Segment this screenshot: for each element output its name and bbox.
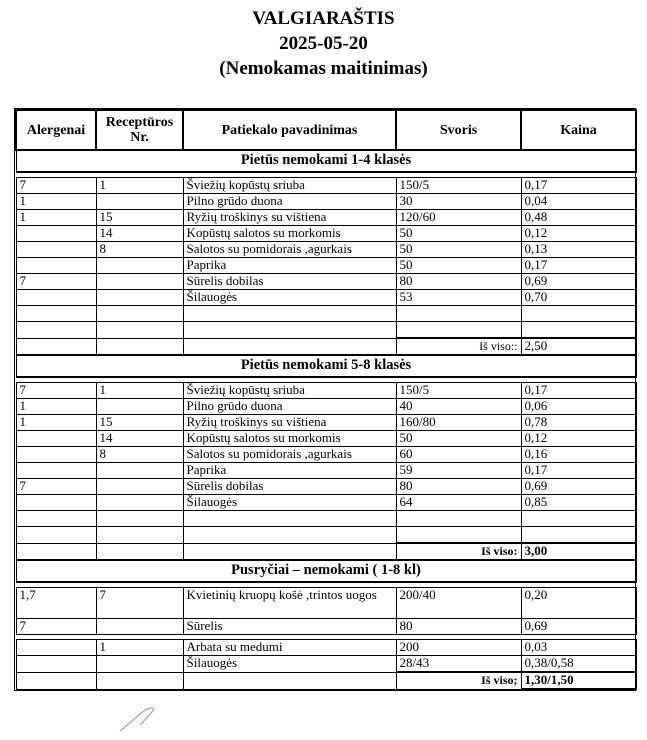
allergen-cell: 1 <box>16 210 96 226</box>
dish-cell: Kopūstų salotos su morkomis <box>183 226 396 242</box>
allergen-cell <box>16 640 96 656</box>
empty-row <box>16 322 636 339</box>
table-row <box>16 383 636 399</box>
dish-cell: Kvietinių kruopų košė ,trintos uogos <box>183 588 396 619</box>
allergen-cell <box>16 258 96 274</box>
price-cell: 0,17 <box>521 383 636 399</box>
price-cell: 0,06 <box>521 399 636 415</box>
recipe-cell: 14 <box>96 226 183 242</box>
table-row <box>16 210 636 226</box>
weight-cell: 150/5 <box>396 383 521 399</box>
dish-cell: Pilno grūdo duona <box>183 399 396 415</box>
price-cell: 0,38/0,58 <box>521 656 636 673</box>
price-cell: 0,48 <box>521 210 636 226</box>
column-header-dish: Patiekalo pavadinimas <box>183 110 396 150</box>
price-cell: 0,17 <box>521 178 636 194</box>
total-label: Iš viso: <box>396 543 521 560</box>
recipe-cell <box>96 479 183 495</box>
price-cell: 0,04 <box>521 194 636 210</box>
dish-cell: Salotos su pomidorais ,agurkais <box>183 447 396 463</box>
table-row <box>16 242 636 258</box>
signature-mark <box>118 705 166 733</box>
table-row <box>16 619 636 635</box>
allergen-cell <box>16 431 96 447</box>
table-row <box>16 415 636 431</box>
table-row <box>16 463 636 479</box>
weight-cell: 50 <box>396 242 521 258</box>
dish-cell: Šilauogės <box>183 656 396 673</box>
recipe-cell <box>96 274 183 290</box>
table-row <box>16 194 636 210</box>
table-row <box>16 431 636 447</box>
recipe-cell <box>96 656 183 673</box>
weight-cell: 160/80 <box>396 415 521 431</box>
weight-cell: 80 <box>396 479 521 495</box>
weight-cell: 28/43 <box>396 656 521 673</box>
table-row <box>16 274 636 290</box>
dish-cell: Šviežių kopūstų sriuba <box>183 383 396 399</box>
price-cell: 0,85 <box>521 495 636 511</box>
dish-cell: Sūrelis dobilas <box>183 274 396 290</box>
recipe-cell <box>96 258 183 274</box>
total-row <box>16 672 636 689</box>
allergen-cell: 1 <box>16 399 96 415</box>
column-header-recipe: Receptūros Nr. <box>96 110 183 150</box>
price-cell: 0,20 <box>521 588 636 619</box>
price-cell: 0,16 <box>521 447 636 463</box>
allergen-cell <box>16 447 96 463</box>
recipe-cell: 14 <box>96 431 183 447</box>
menu-table-frame <box>14 108 636 691</box>
weight-cell: 200/40 <box>396 588 521 619</box>
allergen-cell <box>16 495 96 511</box>
table-row <box>16 447 636 463</box>
document-title: VALGIARAŠTIS <box>252 8 395 29</box>
table-row <box>16 479 636 495</box>
dish-cell: Šilauogės <box>183 495 396 511</box>
table-row <box>16 178 636 194</box>
weight-cell: 50 <box>396 226 521 242</box>
allergen-cell: 7 <box>16 619 96 635</box>
allergen-cell <box>16 290 96 306</box>
dish-cell: Šilauogės <box>183 290 396 306</box>
total-label: Iš viso; <box>396 672 521 689</box>
dish-cell: Arbata su medumi <box>183 640 396 656</box>
document-date: 2025-05-20 <box>279 33 368 54</box>
allergen-cell: 7 <box>16 383 96 399</box>
dish-cell: Salotos su pomidorais ,agurkais <box>183 242 396 258</box>
allergen-cell: 7 <box>16 178 96 194</box>
dish-cell: Šviežių kopūstų sriuba <box>183 178 396 194</box>
menu-table <box>15 109 637 690</box>
table-row <box>16 290 636 306</box>
dish-cell: Paprika <box>183 463 396 479</box>
price-cell: 0,17 <box>521 463 636 479</box>
dish-cell: Sūrelis dobilas <box>183 479 396 495</box>
weight-cell: 120/60 <box>396 210 521 226</box>
table-row <box>16 495 636 511</box>
dish-cell: Paprika <box>183 258 396 274</box>
table-row <box>16 640 636 656</box>
dish-cell: Ryžių troškinys su vištiena <box>183 210 396 226</box>
total-value: 3,00 <box>521 543 636 560</box>
dish-cell: Kopūstų salotos su morkomis <box>183 431 396 447</box>
document-header <box>0 6 647 81</box>
table-row <box>16 258 636 274</box>
dish-cell: Sūrelis <box>183 619 396 635</box>
weight-cell: 40 <box>396 399 521 415</box>
price-cell: 0,03 <box>521 640 636 656</box>
dish-cell: Ryžių troškinys su vištiena <box>183 415 396 431</box>
recipe-cell <box>96 495 183 511</box>
price-cell: 0,70 <box>521 290 636 306</box>
total-value: 1,30/1,50 <box>521 672 636 689</box>
recipe-cell: 8 <box>96 447 183 463</box>
weight-cell: 80 <box>396 619 521 635</box>
price-cell: 0,69 <box>521 479 636 495</box>
column-header-weight: Svoris <box>396 110 521 150</box>
weight-cell: 80 <box>396 274 521 290</box>
price-cell: 0,78 <box>521 415 636 431</box>
price-cell: 0,12 <box>521 226 636 242</box>
recipe-cell <box>96 194 183 210</box>
section-title: Pietūs nemokami 1-4 klasės <box>16 150 636 172</box>
weight-cell: 150/5 <box>396 178 521 194</box>
table-row <box>16 226 636 242</box>
price-cell: 0,69 <box>521 619 636 635</box>
allergen-cell: 7 <box>16 274 96 290</box>
allergen-cell: 1 <box>16 415 96 431</box>
price-cell: 0,69 <box>521 274 636 290</box>
recipe-cell: 8 <box>96 242 183 258</box>
weight-cell: 30 <box>396 194 521 210</box>
table-row <box>16 399 636 415</box>
weight-cell: 60 <box>396 447 521 463</box>
weight-cell: 53 <box>396 290 521 306</box>
recipe-cell <box>96 463 183 479</box>
allergen-cell <box>16 226 96 242</box>
recipe-cell: 7 <box>96 588 183 619</box>
column-header-allergens: Alergenai <box>16 110 96 150</box>
allergen-cell <box>16 463 96 479</box>
weight-cell: 200 <box>396 640 521 656</box>
price-cell: 0,12 <box>521 431 636 447</box>
total-label: Iš viso:: <box>396 338 521 355</box>
weight-cell: 64 <box>396 495 521 511</box>
section-title: Pietūs nemokami 5-8 klasės <box>16 355 636 377</box>
empty-row <box>16 306 636 322</box>
recipe-cell: 15 <box>96 415 183 431</box>
empty-row <box>16 511 636 527</box>
recipe-cell: 1 <box>96 640 183 656</box>
weight-cell: 59 <box>396 463 521 479</box>
weight-cell: 50 <box>396 258 521 274</box>
allergen-cell <box>16 656 96 673</box>
allergen-cell: 7 <box>16 479 96 495</box>
allergen-cell: 1,7 <box>16 588 96 619</box>
recipe-cell <box>96 399 183 415</box>
recipe-cell: 15 <box>96 210 183 226</box>
table-header-row <box>16 110 636 150</box>
section-title-row <box>16 150 636 172</box>
recipe-cell <box>96 619 183 635</box>
recipe-cell: 1 <box>96 178 183 194</box>
allergen-cell: 1 <box>16 194 96 210</box>
allergen-cell <box>16 242 96 258</box>
dish-cell: Pilno grūdo duona <box>183 194 396 210</box>
section-title-row <box>16 355 636 377</box>
document-subtitle: (Nemokamas maitinimas) <box>219 58 428 79</box>
recipe-cell: 1 <box>96 383 183 399</box>
price-cell: 0,17 <box>521 258 636 274</box>
empty-row <box>16 527 636 544</box>
total-row <box>16 543 636 560</box>
total-value: 2,50 <box>521 338 636 355</box>
weight-cell: 50 <box>396 431 521 447</box>
table-row <box>16 588 636 619</box>
total-row <box>16 338 636 355</box>
price-cell: 0,13 <box>521 242 636 258</box>
column-header-price: Kaina <box>521 110 636 150</box>
section-title: Pusryčiai – nemokami ( 1-8 kl) <box>16 560 636 582</box>
section-title-row <box>16 560 636 582</box>
recipe-cell <box>96 290 183 306</box>
table-row <box>16 656 636 673</box>
